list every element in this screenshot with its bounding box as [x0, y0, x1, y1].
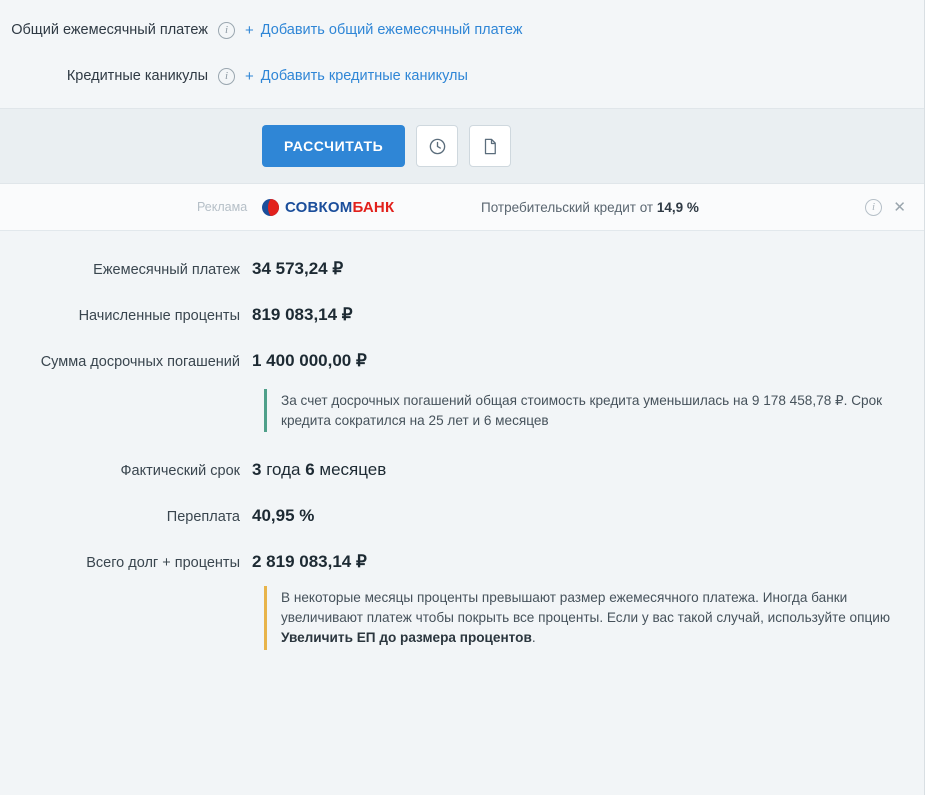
savings-note-text: За счет досрочных погашений общая стоимость кредита уменьшилась на 9 178 458,78 ₽. Срок кредита сократился на 25 лет и 6 месяцев: [281, 393, 883, 428]
result-value-early-repayments: 1 400 000,00 ₽: [252, 351, 367, 370]
warning-note: [264, 586, 912, 649]
result-label-overpayment: Переплата: [166, 509, 240, 526]
result-value-total-debt: 2 819 083,14 ₽: [252, 552, 367, 572]
term-years-word: года: [261, 460, 306, 480]
result-label-early-repayments: Сумма досрочных погашений: [40, 354, 240, 370]
ad-brand-first: СОВКОМ: [285, 198, 353, 216]
result-row-accrued-interest: [0, 305, 924, 325]
result-label-monthly-payment: Ежемесячный платеж: [93, 262, 240, 278]
option-label-total-monthly-payment: Общий ежемесячный платеж: [11, 22, 208, 38]
advertisement-banner: [0, 184, 924, 231]
result-value-monthly-payment: 34 573,24 ₽: [252, 259, 344, 278]
info-icon[interactable]: i: [865, 199, 882, 216]
add-credit-holidays-label: Добавить кредитные каникулы: [260, 68, 468, 84]
result-label-accrued-interest: Начисленные проценты: [78, 308, 240, 324]
add-credit-holidays-link[interactable]: [245, 68, 468, 84]
result-label-actual-term: Фактический срок: [120, 463, 240, 480]
term-years-value: 3: [252, 460, 262, 480]
document-button[interactable]: [469, 125, 511, 167]
result-value-overpayment: 40,95 %: [252, 506, 315, 526]
results-section: [0, 231, 924, 650]
option-row-total-monthly-payment: [0, 14, 924, 46]
history-button[interactable]: [416, 125, 458, 167]
ad-label: Реклама: [197, 200, 248, 214]
calculate-toolbar: [0, 108, 924, 184]
sovcombank-logo-icon: [262, 199, 279, 216]
result-row-early-repayments: [0, 351, 924, 371]
result-value-actual-term: [252, 460, 386, 480]
result-label-total-debt: Всего долг + проценты: [86, 555, 240, 572]
calculate-button[interactable]: РАССЧИТАТЬ: [262, 125, 405, 167]
term-months-value: 6: [305, 460, 315, 480]
option-label-credit-holidays: Кредитные каникулы: [66, 68, 208, 84]
result-row-overpayment: [0, 506, 924, 526]
ad-offer-rate: 14,9 %: [656, 199, 699, 215]
plus-icon: +: [245, 67, 254, 85]
info-icon[interactable]: i: [218, 22, 235, 39]
term-months-word: месяцев: [314, 460, 387, 480]
options-section: [0, 0, 924, 108]
ad-offer-text[interactable]: [481, 200, 699, 215]
close-icon[interactable]: ✕: [893, 198, 906, 216]
add-total-monthly-payment-link[interactable]: [245, 22, 522, 38]
result-row-monthly-payment: [0, 259, 924, 279]
info-icon[interactable]: i: [218, 68, 235, 85]
ad-offer-prefix: Потребительский кредит от: [481, 199, 657, 215]
result-value-accrued-interest: 819 083,14 ₽: [252, 305, 353, 324]
warning-note-part2: .: [531, 629, 536, 645]
warning-note-part1: В некоторые месяцы проценты превышают размер ежемесячного платежа. Иногда банки увеличивают платеж чтобы покрыть все проценты. Если у вас такой случай, используйте опцию: [281, 590, 891, 626]
savings-note: [264, 389, 912, 432]
result-row-total-debt: [0, 552, 924, 572]
plus-icon: +: [245, 21, 254, 39]
option-label-wrap: [0, 22, 245, 39]
ad-brand-logo[interactable]: [262, 199, 394, 216]
clock-icon: [428, 137, 447, 156]
warning-note-text: [281, 588, 912, 647]
option-row-credit-holidays: [0, 60, 924, 92]
warning-note-option: Увеличить ЕП до размера процентов: [281, 629, 532, 645]
option-label-wrap: [0, 68, 245, 85]
result-row-actual-term: [0, 460, 924, 480]
document-icon: [481, 137, 499, 156]
ad-brand-second: БАНК: [352, 198, 395, 216]
add-total-monthly-payment-label: Добавить общий ежемесячный платеж: [260, 22, 523, 38]
